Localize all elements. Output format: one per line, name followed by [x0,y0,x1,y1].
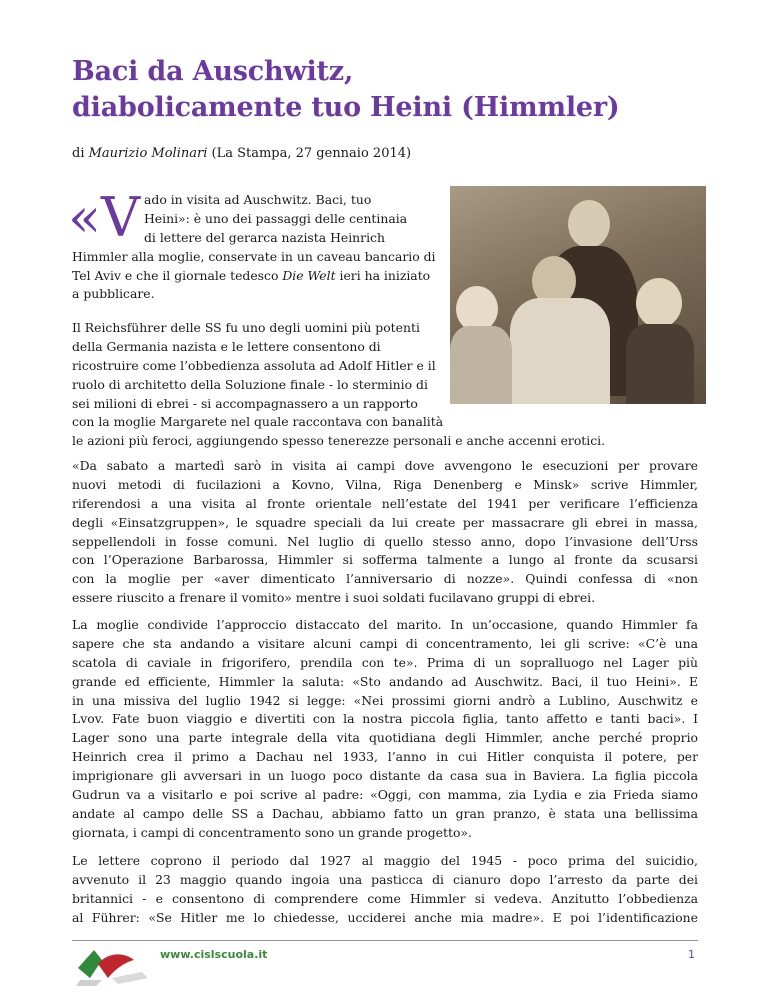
text-line: al Führer: «Se Hitler me lo chiedesse, ucciderei anche mia madre». E poi l’identificazione [72,909,698,925]
intro-line: di lettere del gerarca nazista Heinrich [144,229,385,245]
text-line: imprigionare gli avversari in un luogo poco distante da casa sua in Baviera. La figlia piccola [72,768,698,784]
byline-source: (La Stampa, 27 gennaio 2014) [207,146,412,161]
article-title [72,54,712,126]
text-line: le azioni più feroci, aggiungendo spesso tenerezze personali e anche accenni erotici. [72,433,606,449]
text-line: in una missiva del luglio 1942 si legge: «Nei prossimi giorni andrò a Lublino, Auschwitz e [72,692,698,708]
paragraph-2 [72,319,698,451]
text-line: ruolo di architetto della Soluzione finale - lo sterminio di [72,376,428,392]
title-line-1: Baci da Auschwitz, [72,56,354,87]
text-line: sapere che sta andando a visitare alcuni campi di concentramento, lei gli scrive: «C’è una [72,635,698,651]
text-line: La moglie condivide l’approccio distaccato del marito. In un’occasione, quando Himmler fa [72,617,698,632]
paragraph-3 [72,457,698,608]
text-line: con la moglie Margarete nel quale raccontava con banalità [72,414,444,430]
text-line: essere riuscito a frenare il vomito» mentre i suoi soldati fucilavano gruppi di ebrei. [72,590,596,606]
byline: di Maurizio Molinari (La Stampa, 27 gennaio 2014) [72,146,412,161]
text-line: nuovi metodi di fucilazioni a Kovno, Vilna, Riga Denenberg e Minsk» scrive Himmler, [72,476,698,492]
text-line: degli «Einsatzgruppen», le squadre speciali da lui create per massacrare gli ebrei in massa, [72,514,698,530]
text-line: Heinrich crea il primo a Dachau nel 1933, l’anno in cui Hitler conquista il potere, per [72,749,698,765]
text-line: Lvov. Fate buon viaggio e divertiti con la nostra piccola figlia, tanto affetto e tanti baci». I [72,711,698,727]
drop-cap: «V [68,186,141,249]
text-line: ricostruire come l’obbedienza assoluta ad Adolf Hitler e il [72,357,436,373]
text-line: giornata, i campi di concentramento sono un grande progetto». [72,824,472,840]
text-line: grande ed efficiente, Himmler la saluta: «Sto andando ad Auschwitz. Baci, il tuo Heini». E [72,673,698,689]
text-line: della Germania nazista e le lettere consentono di [72,338,381,354]
newspaper-name: Die Welt [282,267,336,283]
cisl-scuola-logo [72,938,152,986]
footer-divider [72,940,698,941]
text-line: Gudrun va a visitarlo e poi scrive al padre: «Oggi, con mamma, zia Lydia e zia Frieda siamo [72,787,698,803]
text-line: riferendosi a una visita al fronte orientale nell’estate del 1941 per verificare l’efficienza [72,495,698,511]
intro-paragraph [72,191,698,304]
paragraph-4 [72,616,698,843]
text-line: sei milioni di ebrei - si accompagnassero a un rapporto [72,395,418,411]
text-line: Le lettere coprono il periodo dal 1927 al maggio del 1945 - poco prima del suicidio, [72,853,698,868]
text-line: scatola di caviale in frigorifero, prendila con te». Prima di un sopralluogo nel Lager più [72,654,698,670]
text-line: con la moglie per «aver dimenticato l’anniversario di nozze». Quindi confessa di «non [72,571,698,587]
page-number: 1 [688,948,695,961]
text-line: «Da sabato a martedì sarò in visita ai campi dove avvengono le esecuzioni per provare [72,458,698,473]
intro-line: Himmler alla moglie, conservate in un caveau bancario di [72,248,436,264]
title-line-2: diabolicamente tuo Heini (Himmler) [72,92,620,123]
author-name: Maurizio Molinari [88,146,208,161]
intro-line: a pubblicare. [72,286,155,302]
intro-line: ado in visita ad Auschwitz. Baci, tuo [144,192,372,207]
text-line: britannici - e consentono di comprendere come Himmler si vedeva. Anzitutto l’obbedienza [72,890,698,906]
intro-line: Heini»: è uno dei passaggi delle centinaia [144,210,408,226]
text-line: seppellendoli in fosse comuni. Nel luglio di quello stesso anno, dopo l’invasione dell’Urss [72,533,698,549]
footer-url[interactable]: www.cislscuola.it [160,948,268,961]
intro-line: Tel Aviv e che il giornale tedesco Die Welt ieri ha iniziato [72,267,431,283]
text-line: andate al campo delle SS a Dachau, abbiamo fatto un gran pranzo, è stata una bellissima [72,805,698,821]
text-line: con l’Operazione Barbarossa, Himmler si sofferma talmente a lungo al fronte da scusarsi [72,552,698,568]
paragraph-5 [72,852,698,928]
text-line: Lager sono una parte integrale della vita quotidiana degli Himmler, anche perché proprio [72,730,698,746]
text-line: avvenuto il 23 maggio quando ingoia una pasticca di cianuro dopo l’arresto da parte dei [72,871,698,887]
text-line: Il Reichsführer delle SS fu uno degli uomini più potenti [72,320,420,335]
